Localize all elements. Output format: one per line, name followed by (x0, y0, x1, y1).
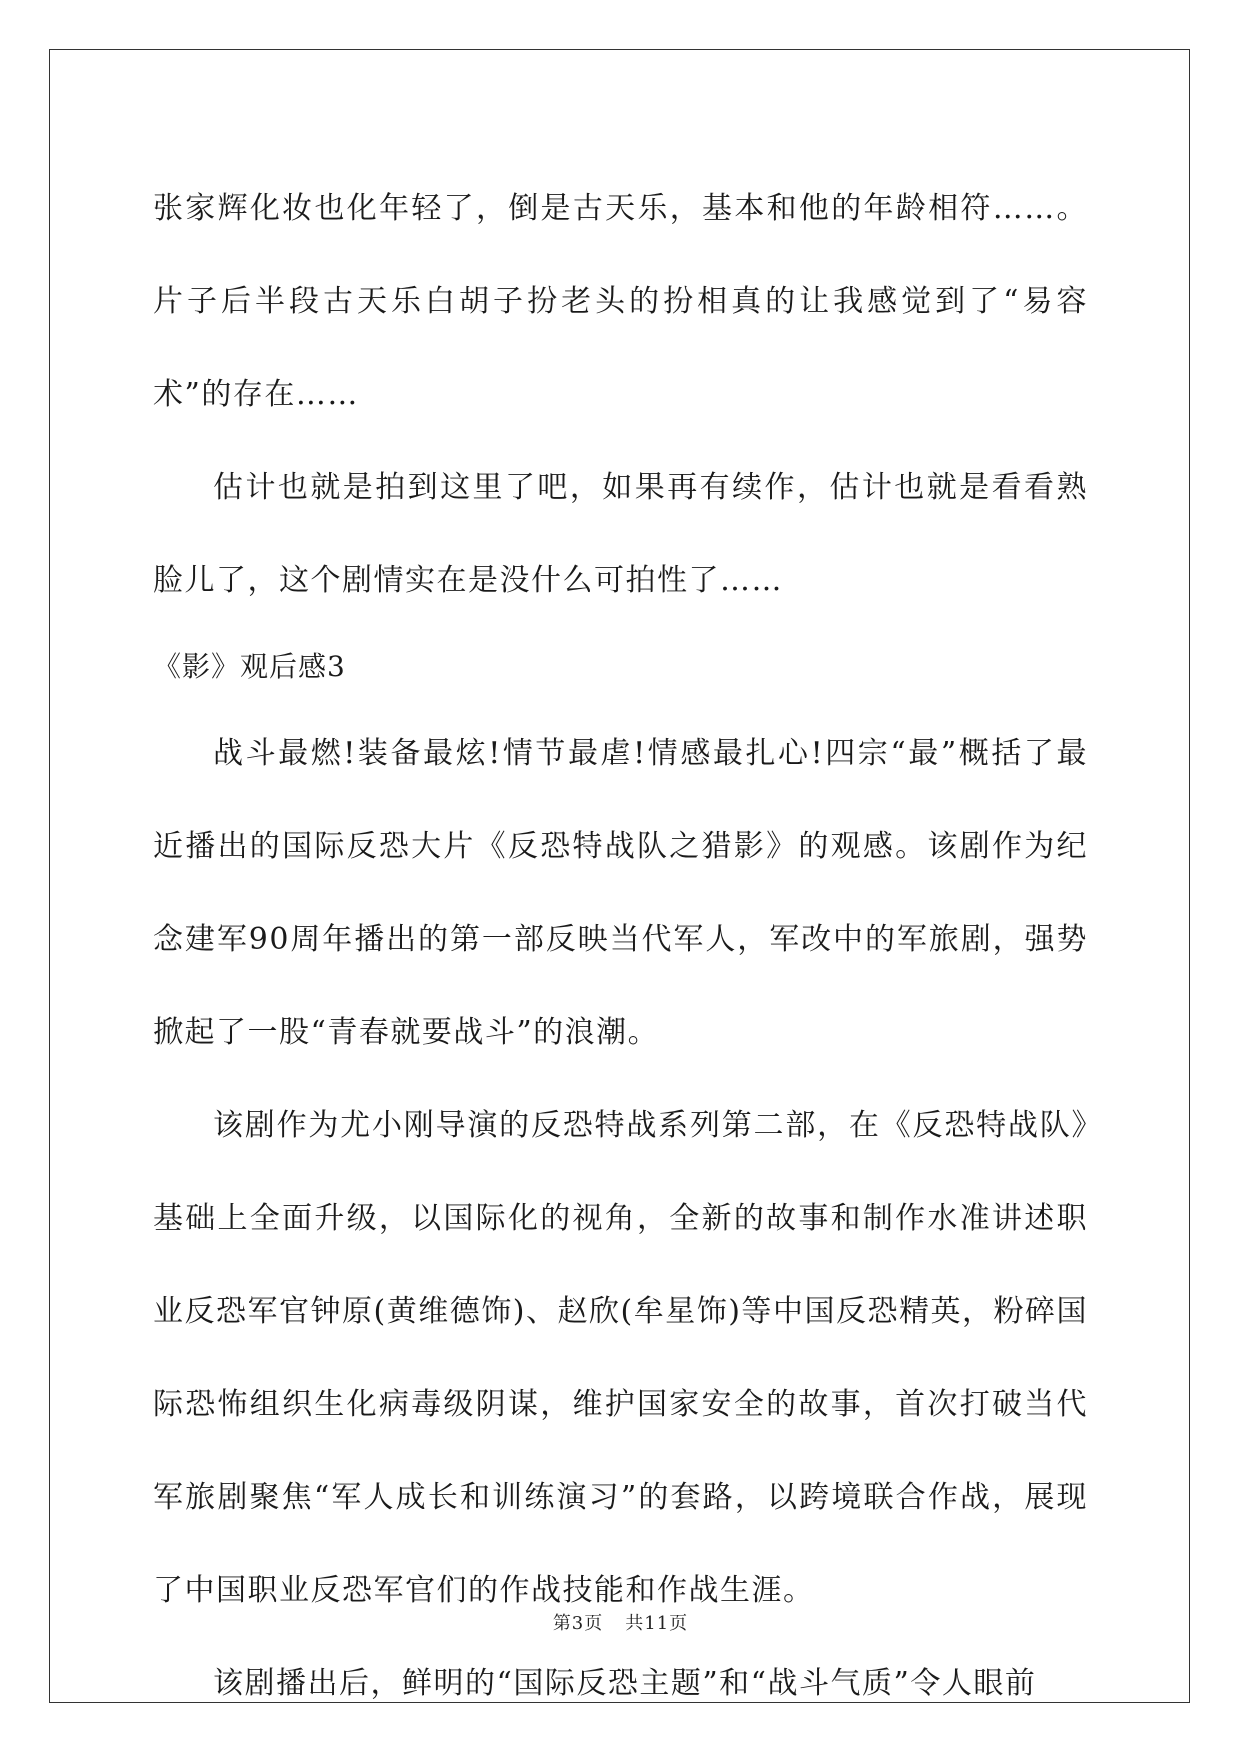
paragraph: 该剧播出后，鲜明的“国际反恐主题”和“战斗气质”令人眼前 (213, 1666, 1037, 1701)
paragraph-continued: 张家辉化妆也化年轻了，倒是古天乐，基本和他的年龄相符……。片子后半段古天乐白胡子扮老头的扮相真的让我感觉到了“易容术”的存在…… (153, 191, 1088, 412)
page-footer (0, 1609, 1241, 1635)
page-number-total: 共11页 (625, 1613, 689, 1634)
page-number-current: 第3页 (552, 1613, 604, 1634)
paragraph: 估计也就是拍到这里了吧，如果再有续作，估计也就是看看熟脸儿了，这个剧情实在是没什么可拍性了…… (153, 470, 1088, 598)
section-heading: 《影》观后感3 (153, 650, 346, 683)
document-body (153, 162, 1088, 1730)
paragraph: 战斗最燃!装备最炫!情节最虐!情感最扎心!四宗“最”概括了最近播出的国际反恐大片《反恐特战队之猎影》的观感。该剧作为纪念建军90周年播出的第一部反映当代军人，军改中的军旅剧，强势掀起了一股“青春就要战斗”的浪潮。 (153, 736, 1088, 1050)
paragraph: 该剧作为尤小刚导演的反恐特战系列第二部，在《反恐特战队》基础上全面升级，以国际化的视角，全新的故事和制作水准讲述职业反恐军官钟原(黄维德饰)、赵欣(牟星饰)等中国反恐精英，粉碎国际恐怖组织生化病毒级阴谋，维护国家安全的故事，首次打破当代军旅剧聚焦“军人成长和训练演习”的套路，以跨境联合作战，展现了中国职业反恐军官们的作战技能和作战生涯。 (153, 1108, 1088, 1608)
